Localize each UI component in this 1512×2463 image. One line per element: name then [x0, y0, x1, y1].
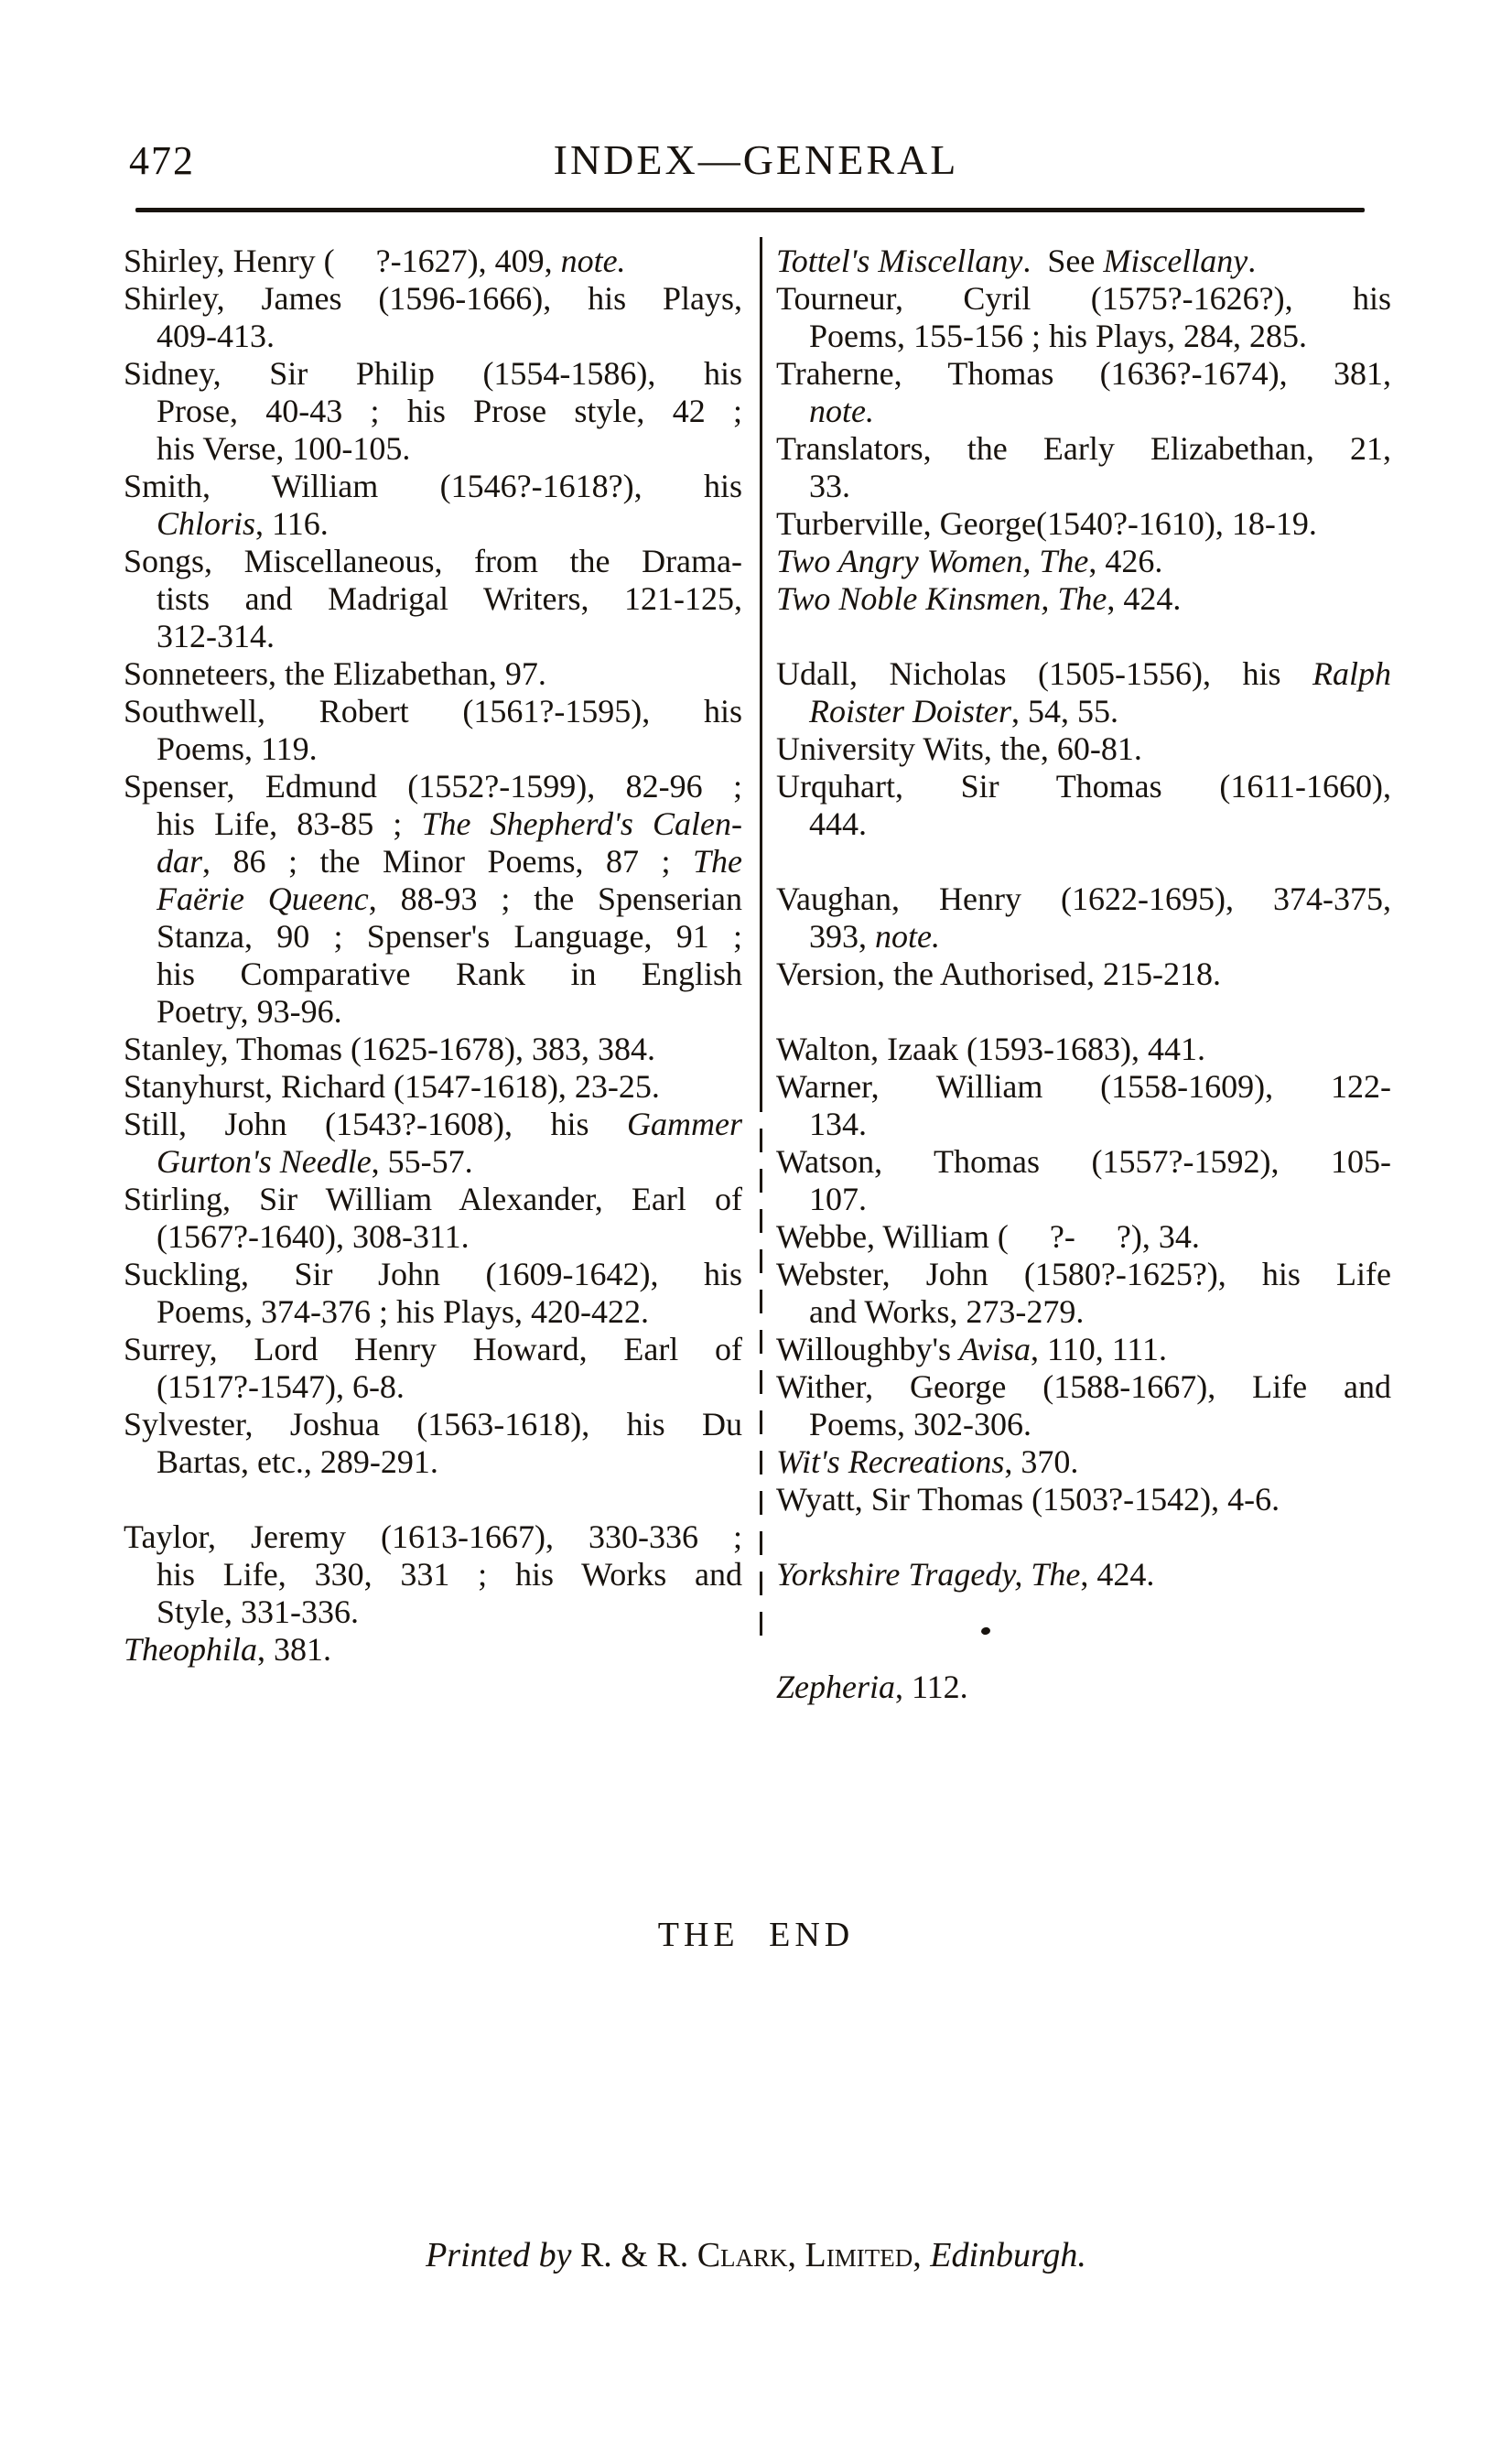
index-entry — [124, 1031, 742, 1068]
entry-segment: and Works, 273-279. — [809, 1293, 1085, 1330]
entry-segment: Smith, William (1546?-1618?), his — [124, 468, 742, 504]
index-entry — [124, 243, 742, 280]
entry-segment: Poems, 155-156 ; his Plays, 284, 285. — [809, 318, 1308, 354]
entry-segment: Webbe, William ( ?- ?), 34. — [776, 1218, 1200, 1255]
index-entry — [776, 1669, 1391, 1706]
entry-line — [776, 805, 1391, 843]
entry-line — [776, 505, 1391, 543]
index-entry — [776, 580, 1391, 618]
entry-segment: Spenser, Edmund (1552?-1599), 82-96 ; — [124, 768, 742, 805]
entry-segment: Surrey, Lord Henry Howard, Earl of — [124, 1331, 742, 1367]
index-entry — [776, 1218, 1391, 1256]
entry-line — [776, 768, 1391, 805]
entry-segment: tists and Madrigal Writers, 121-125, — [157, 580, 742, 617]
entry-line — [776, 655, 1391, 693]
entry-line — [124, 1556, 742, 1593]
entry-segment: Walton, Izaak (1593-1683), 441. — [776, 1031, 1205, 1067]
entry-line — [124, 243, 742, 280]
entry-segment: Miscellany — [1103, 243, 1248, 279]
entry-segment: Stanza, 90 ; Spenser's Language, 91 ; — [157, 918, 742, 955]
entry-line — [124, 393, 742, 430]
index-entry — [776, 730, 1391, 768]
entry-segment: note. — [560, 243, 626, 279]
entry-line — [124, 505, 742, 543]
index-entry — [124, 768, 742, 1031]
entry-line — [124, 1068, 742, 1106]
entry-segment: Yorkshire Tragedy, The — [776, 1556, 1081, 1593]
entry-segment: Wit's Recreations — [776, 1443, 1005, 1480]
index-entry — [776, 543, 1391, 580]
entry-line — [776, 1556, 1391, 1593]
entry-line — [124, 618, 742, 655]
entry-line — [776, 693, 1391, 730]
index-entry — [124, 693, 742, 768]
imprint-place: Edinburgh. — [930, 2236, 1086, 2274]
entry-line — [776, 1406, 1391, 1443]
entry-segment: Still, John (1543?-1608), his — [124, 1106, 628, 1142]
column-divider-broken-segment — [760, 1088, 762, 1637]
entry-line — [124, 805, 742, 843]
entry-segment: his Life, 83-85 ; — [157, 805, 422, 842]
entry-segment: Watson, Thomas (1557?-1592), 105- — [776, 1143, 1391, 1180]
entry-segment: Ralph — [1312, 655, 1391, 692]
entry-segment: Warner, William (1558-1609), 122- — [776, 1068, 1391, 1105]
entry-segment: , 116. — [255, 505, 329, 542]
entry-line — [776, 730, 1391, 768]
entry-line — [776, 355, 1391, 393]
entry-segment: 107. — [809, 1181, 867, 1217]
entry-segment: , 426. — [1088, 543, 1163, 579]
entry-segment: , 54, 55. — [1011, 693, 1118, 729]
entry-segment: Theophila — [124, 1631, 258, 1668]
entry-line — [776, 1218, 1391, 1256]
entry-segment: Two Angry Women, The — [776, 543, 1089, 579]
entry-line — [776, 1669, 1391, 1706]
entry-segment: Stanyhurst, Richard (1547-1618), 23-25. — [124, 1068, 660, 1105]
entry-line — [776, 318, 1391, 355]
entry-line — [776, 468, 1391, 505]
entry-line — [124, 468, 742, 505]
entry-segment: his Life, 330, 331 ; his Works and — [157, 1556, 742, 1593]
entry-segment: note. — [809, 393, 874, 429]
index-entry — [776, 880, 1391, 956]
index-entry — [124, 1068, 742, 1106]
entry-segment: Two Noble Kinsmen, The — [776, 580, 1107, 617]
entry-segment: 444. — [809, 805, 867, 842]
entry-line — [124, 1518, 742, 1556]
column-divider-solid-segment — [760, 237, 762, 1088]
entry-line — [776, 918, 1391, 956]
index-entry — [776, 1331, 1391, 1368]
entry-line — [776, 543, 1391, 580]
index-entry — [776, 1556, 1391, 1593]
entry-segment: Wyatt, Sir Thomas (1503?-1542), 4-6. — [776, 1481, 1280, 1518]
entry-segment: 134. — [809, 1106, 867, 1142]
entry-segment: Poems, 302-306. — [809, 1406, 1031, 1442]
entry-line — [776, 1143, 1391, 1181]
entry-segment: , 88-93 ; the Spenserian — [368, 880, 742, 917]
entry-line — [124, 355, 742, 393]
index-entry — [776, 1256, 1391, 1331]
entry-line — [124, 1293, 742, 1331]
header-rule — [135, 208, 1365, 212]
index-column-left — [124, 243, 742, 1669]
entry-line — [776, 1031, 1391, 1068]
entry-line — [776, 430, 1391, 468]
index-entry — [124, 655, 742, 693]
entry-line — [124, 1143, 742, 1181]
entry-segment: , 112. — [895, 1669, 968, 1705]
entry-line — [124, 430, 742, 468]
entry-line — [776, 1068, 1391, 1106]
entry-line — [776, 1331, 1391, 1368]
index-entry — [124, 543, 742, 655]
index-entry — [124, 1631, 742, 1669]
index-entry — [124, 1106, 742, 1181]
entry-line — [776, 393, 1391, 430]
entry-segment: Stirling, Sir William Alexander, Earl of — [124, 1181, 742, 1217]
entry-segment: Poems, 374-376 ; his Plays, 420-422. — [157, 1293, 650, 1330]
entry-segment: Version, the Authorised, 215-218. — [776, 956, 1221, 992]
entry-line — [776, 880, 1391, 918]
entry-segment: Southwell, Robert (1561?-1595), his — [124, 693, 742, 729]
entry-line — [124, 693, 742, 730]
running-head: INDEX—GENERAL — [553, 136, 959, 183]
entry-segment: Tourneur, Cyril (1575?-1626?), his — [776, 280, 1391, 317]
entry-line — [124, 1631, 742, 1669]
entry-segment: Faërie Queenc — [157, 880, 369, 917]
entry-segment: Turberville, George(1540?-1610), 18-19. — [776, 505, 1317, 542]
entry-line — [124, 580, 742, 618]
entry-segment: Gurton's Needle — [157, 1143, 372, 1180]
index-entry — [124, 1256, 742, 1331]
index-entry — [124, 1518, 742, 1631]
entry-segment: , 381. — [257, 1631, 332, 1668]
entry-segment: 33. — [809, 468, 850, 504]
entry-line — [776, 1443, 1391, 1481]
entry-line — [124, 1593, 742, 1631]
index-entry — [776, 1368, 1391, 1443]
entry-segment: Stanley, Thomas (1625-1678), 383, 384. — [124, 1031, 655, 1067]
entry-line — [124, 880, 742, 918]
index-entry — [776, 430, 1391, 505]
index-entry — [124, 1181, 742, 1256]
entry-line — [124, 318, 742, 355]
entry-segment: , 424. — [1080, 1556, 1155, 1593]
entry-segment: Willoughby's — [776, 1331, 960, 1367]
entry-line — [124, 730, 742, 768]
entry-segment: Avisa — [959, 1331, 1031, 1367]
entry-segment: Sidney, Sir Philip (1554-1586), his — [124, 355, 742, 392]
entry-segment: , 86 ; the Minor Poems, 87 ; — [202, 843, 693, 880]
entry-line — [776, 580, 1391, 618]
index-entry — [776, 1143, 1391, 1218]
entry-segment: , 55-57. — [371, 1143, 473, 1180]
index-entry — [776, 355, 1391, 430]
entry-line — [776, 1293, 1391, 1331]
entry-segment: (1567?-1640), 308-311. — [157, 1218, 470, 1255]
entry-segment: . — [1247, 243, 1257, 279]
entry-segment: Wither, George (1588-1667), Life and — [776, 1368, 1391, 1405]
entry-segment: Tottel's Miscellany — [776, 243, 1023, 279]
entry-segment: 409-413. — [157, 318, 275, 354]
entry-segment: Roister Doister — [809, 693, 1011, 729]
entry-line — [124, 1443, 742, 1481]
index-entry — [124, 1406, 742, 1481]
entry-line — [124, 280, 742, 318]
index-column-right — [776, 243, 1391, 1706]
index-entry — [776, 768, 1391, 843]
entry-segment: University Wits, the, 60-81. — [776, 730, 1142, 767]
index-entry — [124, 468, 742, 543]
the-end-label: THE END — [657, 1916, 855, 1954]
index-entry — [776, 1031, 1391, 1068]
entry-line — [776, 956, 1391, 993]
entry-line — [124, 1406, 742, 1443]
entry-line — [124, 1218, 742, 1256]
entry-segment: Suckling, Sir John (1609-1642), his — [124, 1256, 742, 1292]
entry-segment: , 110, 111. — [1031, 1331, 1168, 1367]
entry-segment: Vaughan, Henry (1622-1695), 374-375, — [776, 880, 1391, 917]
imprint-printer-name: R. & R. Clark, Limited, — [579, 2236, 931, 2274]
entry-segment: Bartas, etc., 289-291. — [157, 1443, 438, 1480]
entry-segment: Poetry, 93-96. — [157, 993, 342, 1030]
entry-segment: Translators, the Early Elizabethan, 21, — [776, 430, 1391, 467]
entry-line — [124, 843, 742, 880]
entry-segment: 393, — [809, 918, 875, 955]
entry-line — [124, 918, 742, 956]
entry-segment: note. — [875, 918, 940, 955]
entry-segment: dar — [157, 843, 203, 880]
index-entry — [776, 243, 1391, 280]
entry-line — [124, 1368, 742, 1406]
entry-line — [124, 1331, 742, 1368]
entry-segment: The Shepherd's Calen- — [421, 805, 742, 842]
entry-line — [124, 1106, 742, 1143]
entry-segment: his Comparative Rank in English — [157, 956, 742, 992]
printer-imprint — [0, 2235, 1512, 2275]
entry-line — [776, 1481, 1391, 1518]
index-entry — [124, 1331, 742, 1406]
page-number: 472 — [129, 138, 195, 183]
entry-line — [776, 280, 1391, 318]
entry-line — [124, 543, 742, 580]
index-entry — [776, 1481, 1391, 1518]
entry-line — [124, 956, 742, 993]
entry-segment: Sonneteers, the Elizabethan, 97. — [124, 655, 546, 692]
entry-segment: Urquhart, Sir Thomas (1611-1660), — [776, 768, 1391, 805]
entry-segment: Sylvester, Joshua (1563-1618), his Du — [124, 1406, 742, 1442]
entry-segment: , 424. — [1107, 580, 1182, 617]
entry-line — [124, 768, 742, 805]
index-entry — [776, 1443, 1391, 1481]
entry-line — [124, 1031, 742, 1068]
index-entry — [776, 505, 1391, 543]
entry-segment: Chloris — [157, 505, 256, 542]
entry-line — [776, 1181, 1391, 1218]
index-entry — [776, 956, 1391, 993]
index-entry — [776, 1068, 1391, 1143]
entry-line — [124, 1256, 742, 1293]
index-entry — [124, 355, 742, 468]
entry-line — [776, 1368, 1391, 1406]
entry-segment: Shirley, Henry ( ?-1627), 409, — [124, 243, 561, 279]
imprint-printed-by: Printed by — [426, 2236, 580, 2274]
index-entry — [124, 280, 742, 355]
entry-segment: Shirley, James (1596-1666), his Plays, — [124, 280, 742, 317]
entry-line — [124, 993, 742, 1031]
entry-line — [776, 1106, 1391, 1143]
entry-line — [776, 243, 1391, 280]
entry-line — [776, 1256, 1391, 1293]
entry-segment: (1517?-1547), 6-8. — [157, 1368, 405, 1405]
entry-segment: Zepheria — [776, 1669, 895, 1705]
entry-segment: Udall, Nicholas (1505-1556), his — [776, 655, 1312, 692]
entry-segment: Taylor, Jeremy (1613-1667), 330-336 ; — [124, 1518, 742, 1555]
entry-segment: , 370. — [1004, 1443, 1079, 1480]
entry-segment: . See — [1022, 243, 1104, 279]
index-entry — [776, 655, 1391, 730]
entry-segment: Gammer — [627, 1106, 742, 1142]
entry-segment: Style, 331-336. — [157, 1593, 359, 1630]
entry-line — [124, 655, 742, 693]
entry-segment: Traherne, Thomas (1636?-1674), 381, — [776, 355, 1391, 392]
entry-segment: his Verse, 100-105. — [157, 430, 411, 467]
entry-line — [124, 1181, 742, 1218]
entry-segment: The — [693, 843, 742, 880]
column-divider-rule — [760, 237, 762, 1637]
entry-segment: Webster, John (1580?-1625?), his Life — [776, 1256, 1391, 1292]
entry-segment: Songs, Miscellaneous, from the Drama- — [124, 543, 742, 579]
entry-segment: Poems, 119. — [157, 730, 318, 767]
entry-segment: 312-314. — [157, 618, 275, 654]
index-entry — [776, 280, 1391, 355]
entry-segment: Prose, 40-43 ; his Prose style, 42 ; — [157, 393, 742, 429]
